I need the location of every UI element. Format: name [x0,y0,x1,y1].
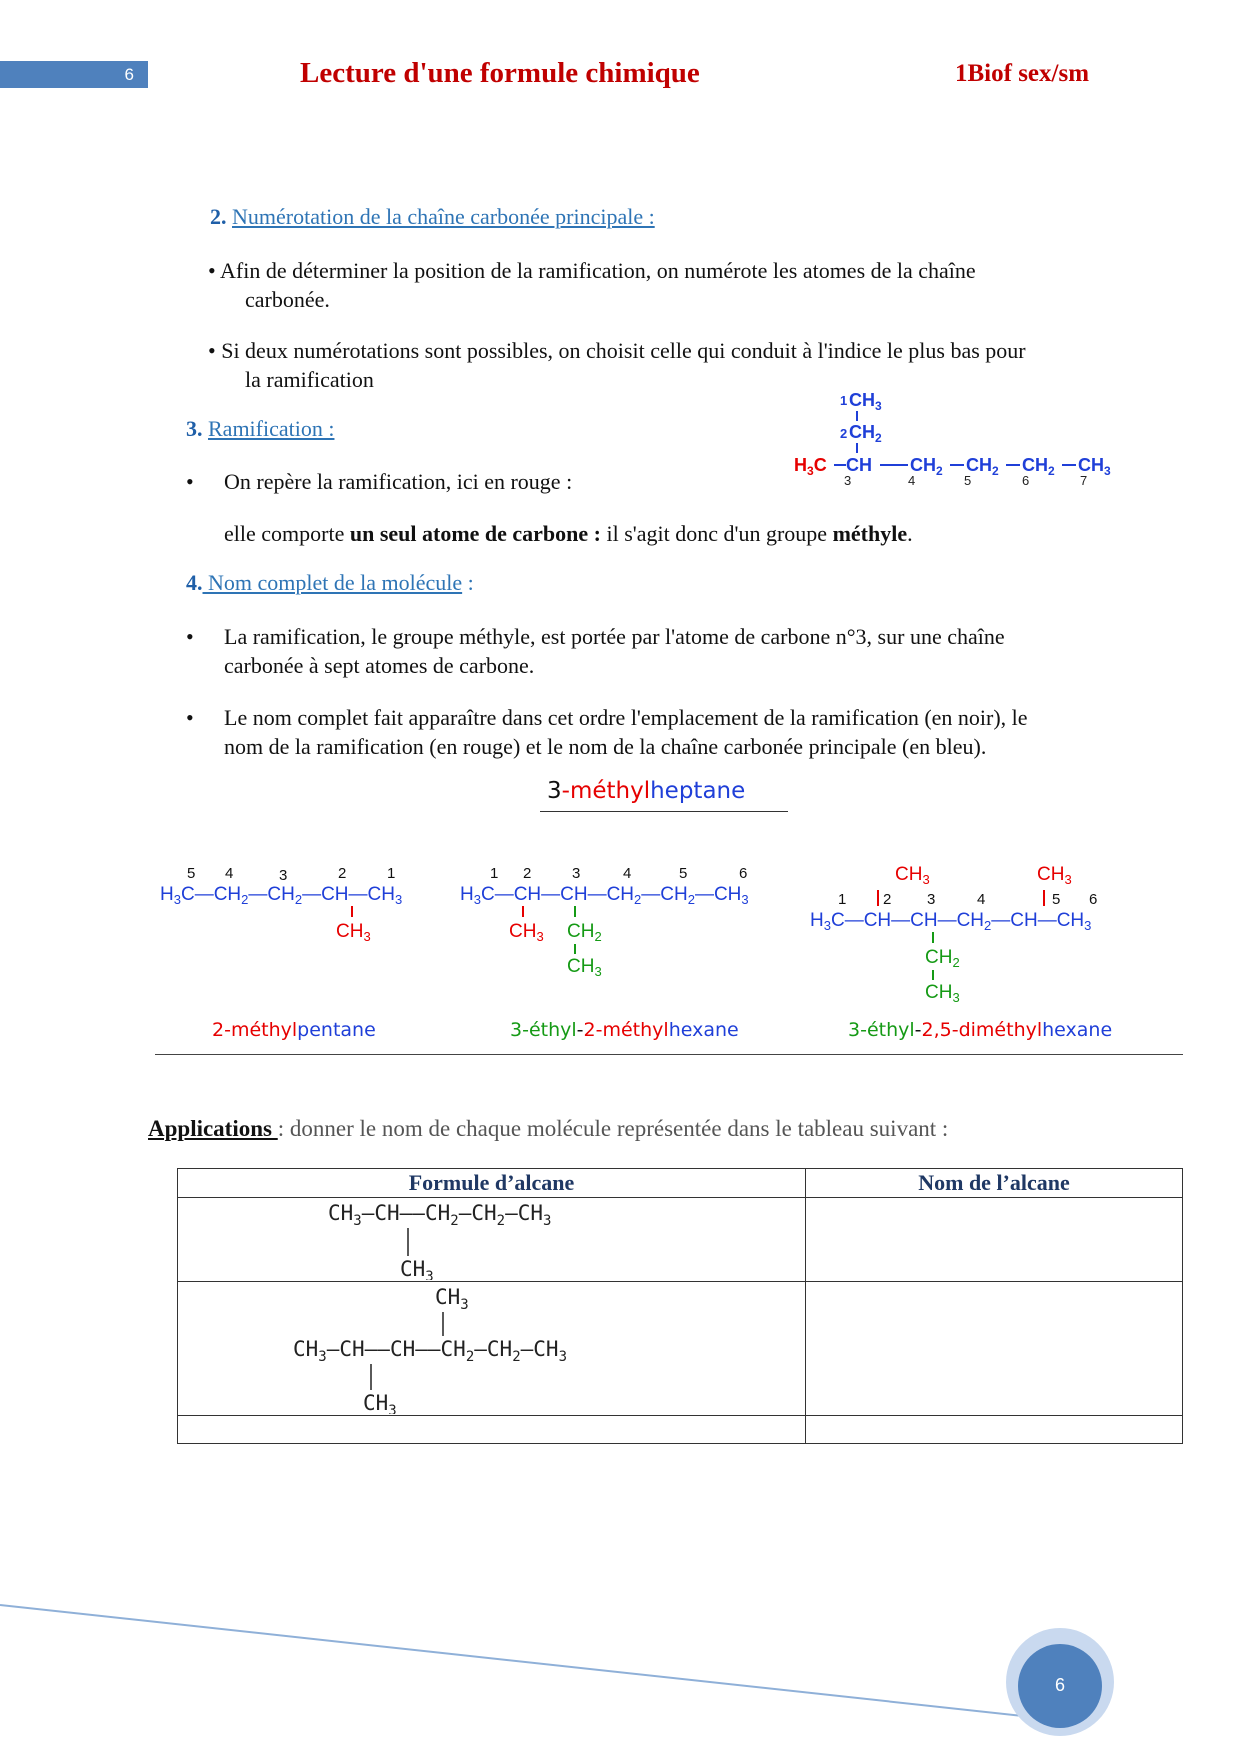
name-branch: 2-méthyl [212,1019,298,1041]
svg-text:CH2: $CH_2$ [567,921,602,944]
svg-text:3: 3 [927,891,936,908]
atom-h3c-branch: $H_3C$ [794,455,827,478]
applications-line [148,1116,948,1142]
svg-text:H3C—CH—CH—CH2—CH—CH3: $H_3C—CH—CH—CH_2—CH—CH_3$ [810,910,1092,933]
example2-name [510,1019,739,1041]
svg-text:CH3: $CH_3$ [895,864,930,887]
name-branch: -méthyl [561,778,651,804]
divider [155,1054,1183,1055]
name-chain: heptane [650,778,746,804]
svg-text:CH3: $CH_3$ [435,1285,469,1313]
section2-number: 2. [210,204,227,229]
name-chain: hexane [1042,1019,1113,1041]
name-ethyl: 3-éthyl [510,1019,577,1041]
label-n1: 1 [840,393,848,408]
section2-label: Numérotation de la chaîne carbonée principale : [232,204,655,229]
section3-heading [186,416,334,442]
section3-label: Ramification : [208,416,335,441]
atom-ch: CH [846,455,872,475]
svg-text:2: 2 [338,865,347,882]
full-molecule-name [547,778,745,804]
section4-b2-line2: nom de la ramification (en rouge) et le nom de la chaîne carbonée principale (en bleu). [224,734,987,759]
label-n5: 5 [964,473,972,488]
page-number-bar: 6 [0,61,148,88]
formula-2 [178,1282,798,1414]
bullet-dot: • [208,258,216,283]
svg-text:H3C—CH2—CH2—CH—CH3: $H_3C—CH_2—CH_2—CH—CH_3$ [160,884,403,907]
formula-1 [178,1198,798,1280]
svg-text:CH3: $CH_3$ [400,1257,434,1280]
section2-b1-line2: carbonée. [245,287,330,312]
svg-text:5: 5 [187,865,196,882]
svg-text:3: 3 [572,865,581,882]
svg-text:CH3—CH——CH2—CH2—CH3: $CH_3—CH——CH_2—CH_2—CH_3$ [328,1201,552,1229]
svg-text:4: 4 [977,891,986,908]
svg-text:6: 6 [1089,891,1098,908]
section3-bullet: On repère la ramification, ici en rouge : [224,469,573,494]
svg-text:H3C—CH—CH—CH2—CH2—CH3: $H_3C—CH—CH—CH_2—CH_2—CH_3$ [460,884,749,907]
footer-page-number: 6 [1054,1675,1065,1695]
name-chain: pentane [297,1019,376,1041]
svg-text:CH2: $CH_2$ [925,947,960,970]
svg-text:3: 3 [279,867,288,884]
atom-c4: $CH_2$ [910,455,943,478]
label-n6: 6 [1022,473,1030,488]
section4-b1-line1: La ramification, le groupe méthyle, est portée par l'atome de carbone n°3, sur une chaîne [224,624,1005,649]
section3-number: 3. [186,416,203,441]
atom-ch2-mid: $CH_2$ [849,422,882,445]
svg-text:6: 6 [739,865,748,882]
atom-c7: $CH_3$ [1078,455,1111,478]
svg-text:CH3—CH——CH——CH2—CH2—CH3: $CH_3—CH——CH——CH_2—CH_2—CH_3$ [293,1337,567,1365]
label-n7: 7 [1080,473,1088,488]
structure-3-ethyl-2-5-dimethylhexane [810,864,1097,1005]
svg-text:5: 5 [1052,891,1061,908]
atom-ch3-top: $CH_3$ [849,390,882,413]
section4-heading [186,570,474,596]
bullet-dot: • [208,338,216,363]
name-position: 3 [547,778,562,804]
svg-text:CH3: $CH_3$ [1037,864,1072,887]
svg-text:5: 5 [679,865,688,882]
class-level: 1Biof sex/sm [955,60,1090,87]
section2-bullet2 [208,336,1026,365]
table-row [178,1198,1183,1282]
label-n2: 2 [840,426,848,441]
structure-3-ethyl-2-methylhexane [460,865,749,979]
section4-b1-line2: carbonée à sept atomes de carbone. [224,653,535,678]
text-bold: méthyle [832,521,908,546]
svg-text:1: 1 [838,891,847,908]
svg-text:CH3: $CH_3$ [925,982,960,1005]
section4-colon: : [462,570,474,595]
text-run: elle comporte [224,521,350,546]
section2-b1-line1: Afin de déterminer la position de la ramification, on numérote les atomes de la chaîne [220,258,976,283]
svg-text:1: 1 [490,865,499,882]
example1-name [212,1019,376,1041]
section4-number: 4. [186,570,203,595]
footer-decoration [0,1580,1240,1754]
name-answer-cell-2[interactable] [806,1282,1183,1416]
text-run: . [907,521,913,546]
example-structures [155,860,1175,1010]
section4-bullet1-dot: • [186,624,194,649]
name-underline [540,811,788,812]
table-row [178,1416,1183,1444]
col-formula-header: Formule d’alcane [178,1169,806,1198]
name-branch: 2,5-diméthyl [921,1019,1043,1041]
section4-b2-line1: Le nom complet fait apparaître dans cet ordre l'emplacement de la ramification (en noir), le [224,705,1028,730]
table-row [178,1282,1183,1416]
label-n4: 4 [908,473,916,488]
text-bold: un seul atome de carbone : [349,521,601,546]
name-answer-cell-1[interactable] [806,1198,1183,1282]
label-n3: 3 [844,473,852,488]
svg-text:CH3: $CH_3$ [567,956,602,979]
applications-table [177,1168,1183,1444]
svg-text:CH3: $CH_3$ [509,921,544,944]
atom-c6: $CH_2$ [1022,455,1055,478]
svg-text:2: 2 [523,865,532,882]
name-dash: - [576,1019,584,1041]
formula-cell-2 [178,1282,806,1416]
formula-cell-3 [178,1416,806,1444]
atom-c5: $CH_2$ [966,455,999,478]
section2-b2-line2: la ramification [245,367,374,392]
applications-text: : donner le nom de chaque molécule représentée dans le tableau suivant : [277,1116,949,1141]
svg-text:4: 4 [623,865,632,882]
name-answer-cell-3[interactable] [806,1416,1183,1444]
svg-text:4: 4 [225,865,234,882]
svg-text:1: 1 [387,865,396,882]
applications-label: Applications [148,1116,278,1141]
section2-bullet1 [208,256,976,285]
svg-text:CH3: $CH_3$ [363,1391,397,1414]
section2-heading [210,204,655,230]
name-chain: hexane [668,1019,739,1041]
page-title: Lecture d'une formule chimique [300,57,700,89]
section3-bullet-dot: • [186,469,194,494]
structure-2-methylpentane [160,865,402,944]
svg-text:2: 2 [883,891,892,908]
name-dash: - [914,1019,922,1041]
name-ethyl: 3-éthyl [848,1019,915,1041]
section4-bullet2-dot: • [186,705,194,730]
svg-text:CH3: $CH_3$ [336,921,371,944]
example3-name [848,1019,1112,1041]
section2-b2-line1: Si deux numérotations sont possibles, on choisit celle qui conduit à l'indice le plus bas pour [221,338,1026,363]
section3-methyl-line [224,519,913,548]
name-branch: 2-méthyl [583,1019,669,1041]
col-name-header: Nom de l’alcane [806,1169,1183,1198]
text-run: il s'agit donc d'un groupe [601,521,833,546]
formula-cell-1 [178,1198,806,1282]
heptane-structure-diagram [790,385,1150,490]
section4-label: Nom complet de la molécule [202,570,463,595]
